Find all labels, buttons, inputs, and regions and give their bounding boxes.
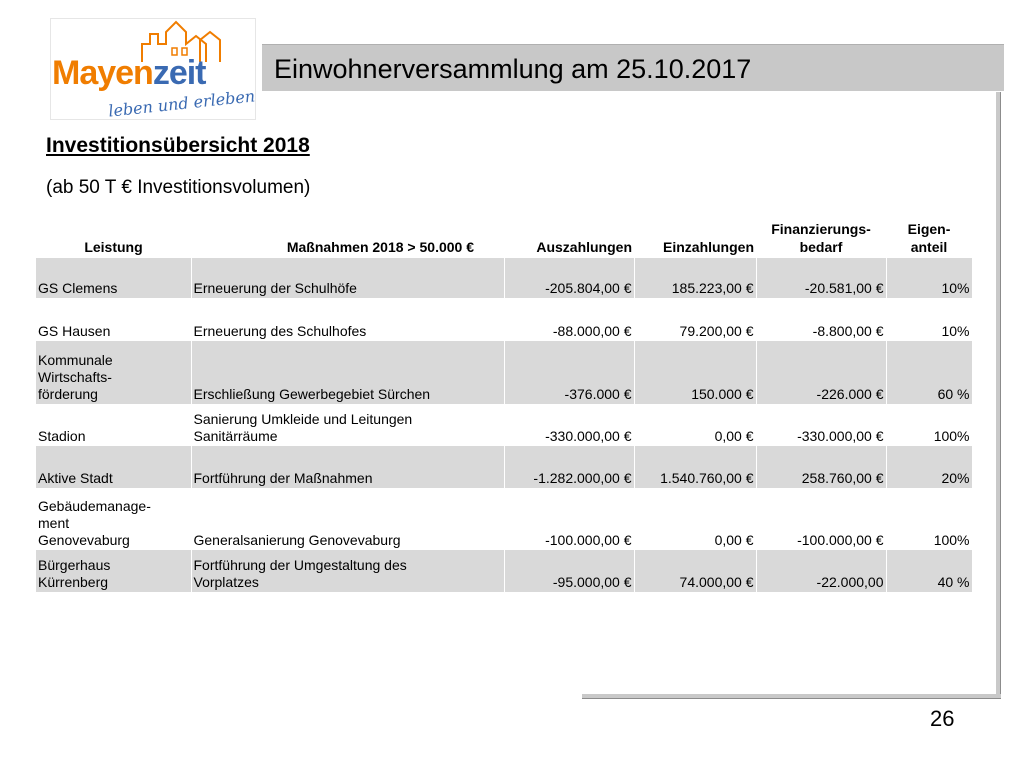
slide-frame-right [996,92,1001,696]
mayenzeit-logo [50,18,256,120]
cell-auszahlungen: -330.000,00 € [504,404,634,446]
cell-leistung: Aktive Stadt [36,446,191,488]
table-row [36,404,972,446]
cell-auszahlungen: -88.000,00 € [504,298,634,341]
cell-einzahlungen: 150.000 € [634,341,756,404]
column-header-finanzierungsbedarf: Finanzierungs- bedarf [771,221,871,255]
cell-massnahme: Fortführung der Maßnahmen [191,446,504,488]
cell-massnahme: Erschließung Gewerbegebiet Sürchen [191,341,504,404]
column-header-auszahlungen: Auszahlungen [536,239,632,255]
cell-anteil: 40 % [886,550,972,592]
cell-massnahme: Erneuerung des Schulhofes [191,298,504,341]
cell-bedarf: -20.581,00 € [756,258,886,298]
slide-title: Einwohnerversammlung am 25.10.2017 [274,54,752,84]
table-row [36,341,972,404]
cell-leistung: Kommunale Wirtschafts- förderung [36,341,191,404]
cell-leistung: Bürgerhaus Kürrenberg [36,550,191,592]
table-row [36,488,972,550]
cell-massnahme: Fortführung der Umgestaltung des Vorplatzes [191,550,504,592]
logo-wordmark [52,54,206,93]
cell-leistung: Gebäudemanage- ment Genovevaburg [36,488,191,550]
investment-table [36,216,973,592]
table-header-row [36,216,972,258]
cell-bedarf: -100.000,00 € [756,488,886,550]
table-row [36,298,972,341]
cell-anteil: 60 % [886,341,972,404]
column-header-leistung: Leistung [84,239,143,255]
cell-bedarf: -226.000 € [756,341,886,404]
slide-frame-bottom [582,694,1001,699]
cell-auszahlungen: -1.282.000,00 € [504,446,634,488]
cell-auszahlungen: -100.000,00 € [504,488,634,550]
cell-einzahlungen: 0,00 € [634,488,756,550]
logo-tagline: leben und erleben [107,86,256,121]
cell-leistung: GS Hausen [36,298,191,341]
logo-wordmark-mayen: Mayen [52,54,153,92]
column-header-massnahmen: Maßnahmen 2018 > 50.000 € [286,239,474,255]
column-header-einzahlungen: Einzahlungen [663,239,754,255]
cell-anteil: 100% [886,488,972,550]
cell-leistung: Stadion [36,404,191,446]
section-subheading: (ab 50 T € Investitionsvolumen) [46,177,311,198]
cell-einzahlungen: 185.223,00 € [634,258,756,298]
cell-bedarf: 258.760,00 € [756,446,886,488]
table-row [36,446,972,488]
cell-anteil: 10% [886,298,972,341]
table-row [36,258,972,298]
cell-anteil: 20% [886,446,972,488]
cell-bedarf: -330.000,00 € [756,404,886,446]
cell-einzahlungen: 79.200,00 € [634,298,756,341]
table-row [36,550,972,592]
cell-anteil: 100% [886,404,972,446]
cell-massnahme: Sanierung Umkleide und Leitungen Sanitärräume [191,404,504,446]
cell-anteil: 10% [886,258,972,298]
cell-massnahme: Generalsanierung Genovevaburg [191,488,504,550]
page-number: 26 [930,706,955,731]
cell-massnahme: Erneuerung der Schulhöfe [191,258,504,298]
section-heading: Investitionsübersicht 2018 [46,134,310,157]
cell-einzahlungen: 1.540.760,00 € [634,446,756,488]
column-header-eigenanteil: Eigen- anteil [907,221,951,255]
title-bar [262,44,1004,91]
cell-einzahlungen: 0,00 € [634,404,756,446]
cell-bedarf: -8.800,00 € [756,298,886,341]
logo-wordmark-zeit: zeit [152,54,206,92]
cell-auszahlungen: -376.000 € [504,341,634,404]
cell-einzahlungen: 74.000,00 € [634,550,756,592]
cell-bedarf: -22.000,00 [756,550,886,592]
cell-auszahlungen: -95.000,00 € [504,550,634,592]
cell-leistung: GS Clemens [36,258,191,298]
cell-auszahlungen: -205.804,00 € [504,258,634,298]
